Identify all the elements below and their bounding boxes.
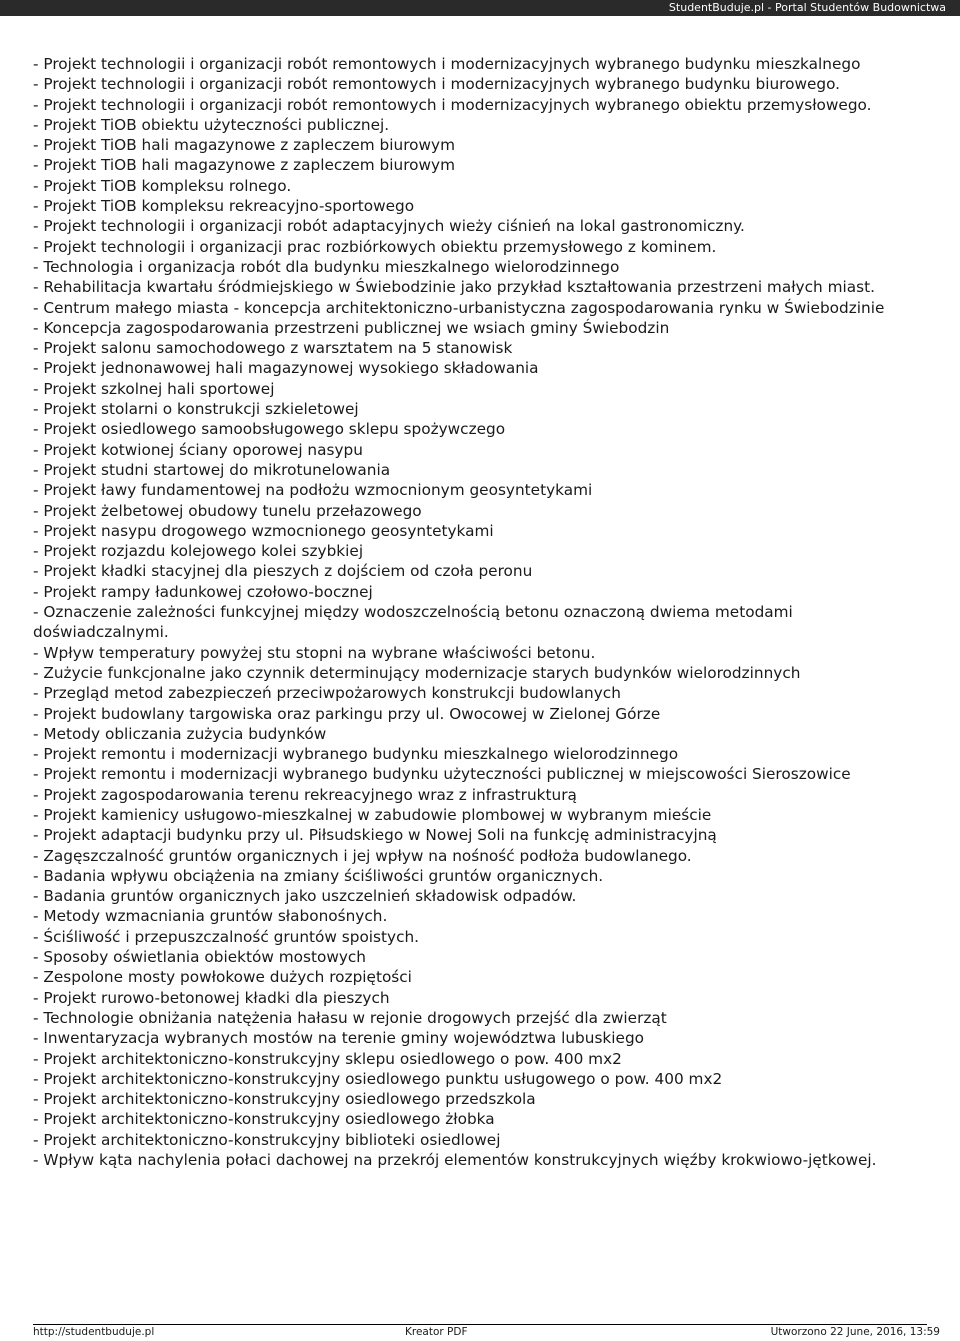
list-item: - Projekt TiOB kompleksu rolnego. xyxy=(33,176,292,195)
document-body xyxy=(33,54,933,1170)
footer-url-link[interactable]: http://studentbuduje.pl xyxy=(33,1326,155,1338)
page-footer xyxy=(33,1325,940,1339)
list-item: - Inwentaryzacja wybranych mostów na terenie gminy województwa lubuskiego xyxy=(33,1029,645,1048)
footer-timestamp: Utworzono 22 June, 2016, 13:59 xyxy=(770,1326,940,1338)
list-item: - Zespolone mosty powłokowe dużych rozpiętości xyxy=(33,968,412,987)
list-item: - Projekt technologii i organizacji robót remontowych i modernizacyjnych wybranego budynku biurowego. xyxy=(33,75,841,94)
list-item: - Projekt nasypu drogowego wzmocnionego geosyntetykami xyxy=(33,521,494,540)
list-item: - Koncepcja zagospodarowania przestrzeni publicznej we wsiach gminy Świebodzin xyxy=(33,318,670,337)
list-item: - Wpływ kąta nachylenia połaci dachowej na przekrój elementów konstrukcyjnych więźby krokwiowo-jętkowej. xyxy=(33,1151,877,1170)
list-item: - Sposoby oświetlania obiektów mostowych xyxy=(33,948,366,967)
list-item: - Projekt jednonawowej hali magazynowej wysokiego składowania xyxy=(33,359,539,378)
list-item: - Technologie obniżania natężenia hałasu w rejonie drogowych przejść dla zwierząt xyxy=(33,1008,667,1027)
footer-creator: Kreator PDF xyxy=(405,1326,468,1338)
list-item: - Projekt kamienicy usługowo-mieszkalnej w zabudowie plombowej w wybranym mieście xyxy=(33,805,712,824)
site-title: StudentBuduje.pl - Portal Studentów Budownictwa xyxy=(668,1,946,14)
list-item: - Projekt architektoniczno-konstrukcyjny biblioteki osiedlowej xyxy=(33,1130,501,1149)
list-item: - Projekt technologii i organizacji robót remontowych i modernizacyjnych wybranego budynku mieszkalnego xyxy=(33,55,861,73)
list-item: - Ściśliwość i przepuszczalność gruntów spoistych. xyxy=(33,927,420,946)
list-item: - Projekt architektoniczno-konstrukcyjny osiedlowego żłobka xyxy=(33,1110,495,1129)
list-item: - Projekt szkolnej hali sportowej xyxy=(33,379,275,398)
list-item: - Technologia i organizacja robót dla budynku mieszkalnego wielorodzinnego xyxy=(33,257,620,276)
list-item: - Projekt technologii i organizacji robót remontowych i modernizacyjnych wybranego obiektu przemysłowego. xyxy=(33,95,872,114)
list-item: - Badania wpływu obciążenia na zmiany ściśliwości gruntów organicznych. xyxy=(33,866,604,885)
list-item: - Rehabilitacja kwartału śródmiejskiego w Świebodzinie jako przykład kształtowania przestrzeni małych miast. xyxy=(33,278,875,297)
list-item: - Projekt kotwionej ściany oporowej nasypu xyxy=(33,440,363,459)
list-item: - Projekt kładki stacyjnej dla pieszych z dojściem od czoła peronu xyxy=(33,562,533,581)
list-item: - Oznaczenie zależności funkcyjnej między wodoszczelnością betonu oznaczoną dwiema metodami doświadczalnymi. xyxy=(33,603,798,642)
site-header xyxy=(0,0,960,16)
list-item: - Projekt rurowo-betonowej kładki dla pieszych xyxy=(33,988,390,1007)
list-item: - Projekt TiOB kompleksu rekreacyjno-sportowego xyxy=(33,197,415,216)
list-item: - Projekt TiOB hali magazynowe z zapleczem biurowym xyxy=(33,156,455,175)
list-item: - Projekt żelbetowej obudowy tunelu przełazowego xyxy=(33,501,422,520)
list-item: - Zagęszczalność gruntów organicznych i jej wpływ na nośność podłoża budowlanego. xyxy=(33,846,692,865)
list-item: - Projekt budowlany targowiska oraz parkingu przy ul. Owocowej w Zielonej Górze xyxy=(33,704,661,723)
list-item: - Projekt architektoniczno-konstrukcyjny osiedlowego przedszkola xyxy=(33,1090,536,1109)
list-item: - Projekt technologii i organizacji prac rozbiórkowych obiektu przemysłowego z kominem. xyxy=(33,237,717,256)
list-item: - Projekt architektoniczno-konstrukcyjny sklepu osiedlowego o pow. 400 mx2 xyxy=(33,1049,622,1068)
list-item: - Projekt rozjazdu kolejowego kolei szybkiej xyxy=(33,542,364,561)
list-item: - Zużycie funkcjonalne jako czynnik determinujący modernizacje starych budynków wielorodzinnych xyxy=(33,663,801,682)
list-item: - Projekt technologii i organizacji robót adaptacyjnych wieży ciśnień na lokal gastronomiczny. xyxy=(33,217,745,236)
list-item: - Projekt architektoniczno-konstrukcyjny osiedlowego punktu usługowego o pow. 400 mx2 xyxy=(33,1069,723,1088)
list-item: - Projekt TiOB hali magazynowe z zapleczem biurowym xyxy=(33,136,455,155)
list-item: - Centrum małego miasta - koncepcja architektoniczno-urbanistyczna zagospodarowania rynku w Świebodzinie xyxy=(33,298,885,317)
list-item: - Projekt remontu i modernizacji wybranego budynku użyteczności publicznej w miejscowości Sieroszowice xyxy=(33,765,851,784)
list-item: - Projekt rampy ładunkowej czołowo-bocznej xyxy=(33,582,373,601)
list-item: - Projekt remontu i modernizacji wybranego budynku mieszkalnego wielorodzinnego xyxy=(33,745,679,764)
list-item: - Projekt salonu samochodowego z warsztatem na 5 stanowisk xyxy=(33,339,513,358)
list-item: - Wpływ temperatury powyżej stu stopni na wybrane właściwości betonu. xyxy=(33,643,596,662)
list-item: - Projekt ławy fundamentowej na podłożu wzmocnionym geosyntetykami xyxy=(33,481,593,500)
list-item: - Projekt adaptacji budynku przy ul. Piłsudskiego w Nowej Soli na funkcję administracyjną xyxy=(33,826,717,845)
list-item: - Projekt stolarni o konstrukcji szkieletowej xyxy=(33,400,359,419)
list-item: - Projekt zagospodarowania terenu rekreacyjnego wraz z infrastrukturą xyxy=(33,785,577,804)
list-item: - Projekt osiedlowego samoobsługowego sklepu spożywczego xyxy=(33,420,506,439)
list-item: - Badania gruntów organicznych jako uszczelnień składowisk odpadów. xyxy=(33,887,577,906)
list-item: - Projekt TiOB obiektu użyteczności publicznej. xyxy=(33,115,390,134)
list-item: - Metody obliczania zużycia budynków xyxy=(33,724,327,743)
list-item: - Projekt studni startowej do mikrotunelowania xyxy=(33,460,391,479)
list-item: - Przegląd metod zabezpieczeń przeciwpożarowych konstrukcji budowlanych xyxy=(33,684,621,703)
list-item: - Metody wzmacniania gruntów słabonośnych. xyxy=(33,907,388,926)
